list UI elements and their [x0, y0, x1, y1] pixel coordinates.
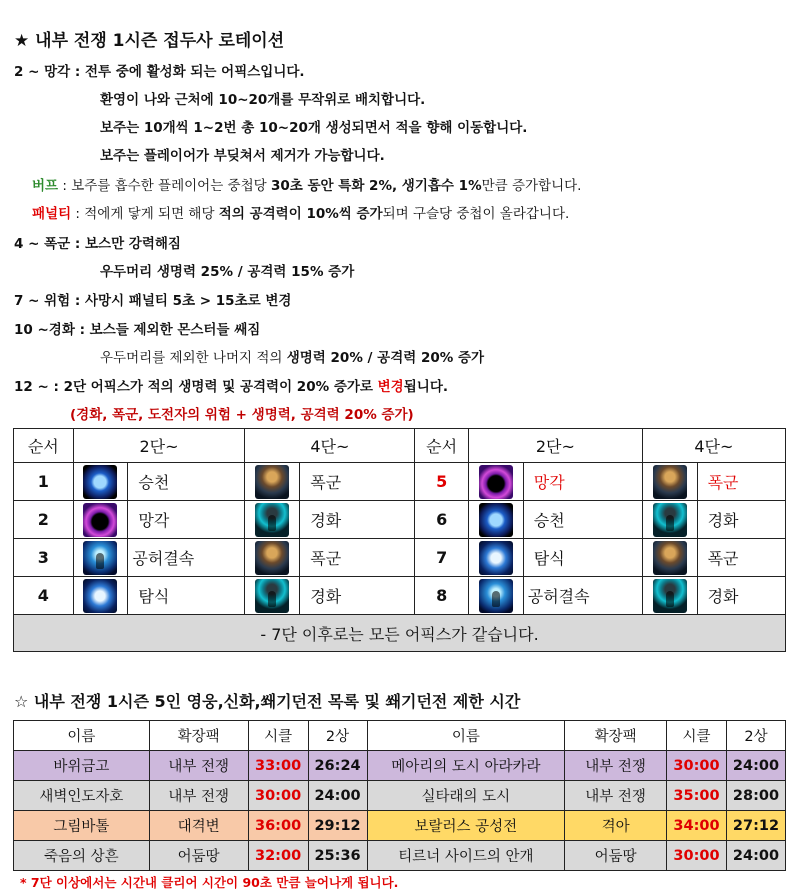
rotation-affix-4: 폭군	[300, 539, 415, 577]
rotation-header-4: 4단~	[245, 429, 415, 463]
rotation-footer-row	[14, 615, 786, 652]
tyrannical-affix-icon	[255, 465, 289, 499]
dungeon-name: 보랄러스 공성전	[367, 811, 565, 841]
rotation-order: 5	[415, 463, 469, 501]
dungeon-header-name: 이름	[367, 721, 565, 751]
affix-oblivion-desc: 전투 중에 활성화 되는 어픽스입니다.	[85, 64, 305, 80]
fortified-desc	[100, 346, 484, 366]
rotation-affix-2: 공허결속	[523, 577, 642, 615]
dungeon-name: 새벽인도자호	[14, 781, 150, 811]
penalty-text-b: 적의 공격력이 10%씩 증가	[218, 206, 383, 222]
rotation-order: 1	[14, 463, 74, 501]
affix-peril-line: 7 ~ 위험 : 사망시 패널티 5초 > 15초로 변경	[14, 293, 292, 309]
dungeon-header-timer: 시클	[667, 721, 727, 751]
dungeon-expansion: 내부 전쟁	[149, 781, 248, 811]
fortified-desc-a: 우두머리를 제외한 나머지 적의	[100, 350, 287, 366]
dungeon-two-chest: 26:24	[308, 751, 367, 781]
dungeon-name: 티르너 사이드의 안개	[367, 841, 565, 871]
tyrant-desc: 우두머리 생명력 25% / 공격력 15% 증가	[100, 264, 355, 280]
dungeon-name: 죽음의 상흔	[14, 841, 150, 871]
affix-oblivion-line	[14, 60, 305, 80]
rotation-header-order: 순서	[415, 429, 469, 463]
rotation-header-4: 4단~	[642, 429, 785, 463]
dungeon-expansion: 어둠땅	[565, 841, 667, 871]
dungeon-two-chest: 29:12	[308, 811, 367, 841]
affix-rotation-table	[13, 428, 786, 652]
dungeon-name: 바위금고	[14, 751, 150, 781]
dungeon-header-timer: 시클	[248, 721, 308, 751]
dungeon-expansion: 내부 전쟁	[565, 781, 667, 811]
devour-affix-icon	[479, 541, 513, 575]
dungeon-timer: 30:00	[667, 841, 727, 871]
dungeon-two-chest: 24:00	[726, 751, 785, 781]
rotation-affix-4: 경화	[697, 577, 785, 615]
dungeon-timer: 33:00	[248, 751, 308, 781]
rotation-affix-4: 경화	[300, 501, 415, 539]
dungeon-header-two-chest: 2상	[308, 721, 367, 751]
rotation-affix-4: 폭군	[697, 539, 785, 577]
penalty-line	[32, 202, 569, 222]
voidbound-affix-icon	[479, 579, 513, 613]
dungeon-timer: 35:00	[667, 781, 727, 811]
affix-fortified-line: 10 ~경화 : 보스들 제외한 몬스터들 쌔짐	[14, 322, 261, 338]
affix-12-b: 변경	[377, 379, 404, 395]
buff-label: 버프	[32, 178, 59, 194]
fortified-affix-icon	[255, 503, 289, 537]
rotation-header-row	[14, 429, 786, 463]
dungeon-time-note: * 7단 이상에서는 시간내 클리어 시간이 90초 만큼 늘어나게 됩니다.	[20, 875, 399, 890]
dungeon-expansion: 내부 전쟁	[149, 751, 248, 781]
dungeon-header-name: 이름	[14, 721, 150, 751]
dungeon-header-two-chest: 2상	[726, 721, 785, 751]
dungeon-two-chest: 25:36	[308, 841, 367, 871]
fortified-desc-b: 생명력 20% / 공격력 20% 증가	[286, 350, 485, 366]
dungeon-row	[14, 781, 786, 811]
dungeon-name: 실타래의 도시	[367, 781, 565, 811]
dungeon-two-chest: 24:00	[308, 781, 367, 811]
dungeon-name: 메아리의 도시 아라카라	[367, 751, 565, 781]
buff-line	[32, 174, 581, 194]
rotation-affix-4: 폭군	[300, 463, 415, 501]
penalty-label: 패널티	[32, 206, 72, 222]
penalty-text-c: 되며 구슬당 중첩이 올라갑니다.	[382, 206, 570, 222]
rotation-header-order: 순서	[14, 429, 74, 463]
devour-affix-icon	[83, 579, 117, 613]
rotation-header-2: 2단~	[468, 429, 642, 463]
dungeon-header-expansion: 확장팩	[565, 721, 667, 751]
dungeon-header-row	[14, 721, 786, 751]
rotation-affix-2: 탐식	[128, 577, 245, 615]
oblivion-affix-icon	[83, 503, 117, 537]
rotation-footer: - 7단 이후로는 모든 어픽스가 같습니다.	[14, 615, 786, 652]
rotation-row	[14, 501, 786, 539]
buff-text-c: 만큼 증가합니다.	[481, 178, 582, 194]
rotation-order: 6	[415, 501, 469, 539]
dungeon-two-chest: 28:00	[726, 781, 785, 811]
rotation-order: 8	[415, 577, 469, 615]
dungeon-timer: 32:00	[248, 841, 308, 871]
oblivion-affix-icon	[479, 465, 513, 499]
rotation-order: 7	[415, 539, 469, 577]
dungeon-expansion: 격아	[565, 811, 667, 841]
rotation-row	[14, 463, 786, 501]
dungeon-timer: 30:00	[248, 781, 308, 811]
rotation-row	[14, 577, 786, 615]
rotation-affix-2: 망각	[523, 463, 642, 501]
rotation-order: 2	[14, 501, 74, 539]
dungeon-expansion: 내부 전쟁	[565, 751, 667, 781]
penalty-text-a: : 적에게 닿게 되면 해당	[71, 206, 219, 222]
dungeon-expansion: 대격변	[149, 811, 248, 841]
rotation-affix-2: 승천	[523, 501, 642, 539]
rotation-affix-2: 탐식	[523, 539, 642, 577]
rotation-affix-4: 경화	[300, 577, 415, 615]
voidbound-affix-icon	[83, 541, 117, 575]
fortified-affix-icon	[653, 579, 687, 613]
affix-12-a: 12 ~ : 2단 어픽스가 적의 생명력 및 공격력이 20% 증가로	[14, 379, 378, 395]
dungeon-row	[14, 811, 786, 841]
oblivion-desc-3: 보주는 10개씩 1~2번 총 10~20개 생성되면서 적을 향해 이동합니다.	[100, 120, 528, 136]
dungeon-row	[14, 841, 786, 871]
dungeon-section-title: ☆ 내부 전쟁 1시즌 5인 영웅,신화,쐐기던전 목록 및 쐐기던전 제한 시간	[14, 692, 521, 711]
rotation-affix-4: 폭군	[697, 463, 785, 501]
rotation-header-2: 2단~	[73, 429, 245, 463]
dungeon-timer: 36:00	[248, 811, 308, 841]
dungeon-timer: 30:00	[667, 751, 727, 781]
affix-12-c: 됩니다.	[403, 379, 448, 395]
dungeon-header-expansion: 확장팩	[149, 721, 248, 751]
dungeon-name: 그림바톨	[14, 811, 150, 841]
tyrannical-affix-icon	[255, 541, 289, 575]
dungeon-two-chest: 27:12	[726, 811, 785, 841]
dungeon-row	[14, 751, 786, 781]
oblivion-desc-2: 환영이 나와 근처에 10~20개를 무작위로 배치합니다.	[100, 92, 426, 108]
buff-text-b: 30초 동안 특화 2%, 생기흡수 1%	[270, 178, 482, 194]
ascension-affix-icon	[83, 465, 117, 499]
rotation-affix-2: 승천	[128, 463, 245, 501]
fortified-affix-icon	[255, 579, 289, 613]
dungeon-expansion: 어둠땅	[149, 841, 248, 871]
rotation-order: 3	[14, 539, 74, 577]
rotation-affix-2: 공허결속	[128, 539, 245, 577]
affix-12-note: (경화, 폭군, 도전자의 위험 + 생명력, 공격력 20% 증가)	[70, 407, 414, 423]
rotation-affix-4: 경화	[697, 501, 785, 539]
tyrannical-affix-icon	[653, 541, 687, 575]
rotation-affix-2: 망각	[128, 501, 245, 539]
rotation-order: 4	[14, 577, 74, 615]
ascension-affix-icon	[479, 503, 513, 537]
fortified-affix-icon	[653, 503, 687, 537]
affix-oblivion-label: 2 ~ 망각 :	[14, 64, 85, 80]
rotation-row	[14, 539, 786, 577]
dungeon-timer: 34:00	[667, 811, 727, 841]
dungeon-table	[13, 720, 786, 871]
buff-text-a: : 보주를 흡수한 플레이어는 중첩당	[58, 178, 271, 194]
affix-tyrant-line: 4 ~ 폭군 : 보스만 강력해짐	[14, 236, 181, 252]
oblivion-desc-4: 보주는 플레이어가 부딪쳐서 제거가 가능합니다.	[100, 148, 385, 164]
page-title: ★ 내부 전쟁 1시즌 접두사 로테이션	[14, 31, 285, 51]
tyrannical-affix-icon	[653, 465, 687, 499]
dungeon-two-chest: 24:00	[726, 841, 785, 871]
affix-12-line	[14, 375, 448, 395]
